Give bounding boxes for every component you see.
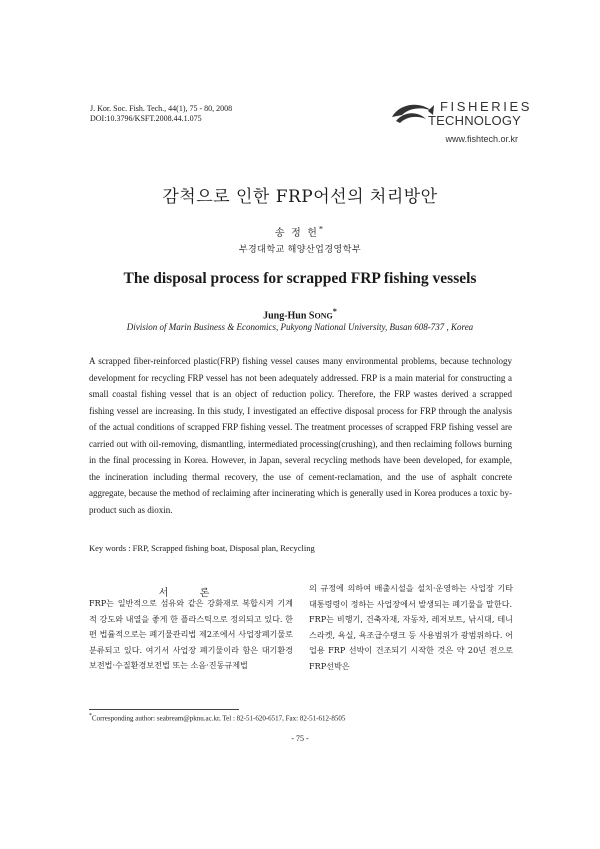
footnote-mark: *: [89, 713, 92, 719]
body-right-column: [309, 581, 513, 674]
journal-url[interactable]: www.fishtech.or.kr: [445, 134, 518, 144]
abstract: A scrapped fiber-reinforced plastic(FRP) fishing vessel causes many environmental problems, because technology development for recycling FRP vessel has not been adequately addressed. FRP is a main material for constructing a small coastal fishing vessel that is an object of reduction policy. Therefore, the FRP wastes derived a scrapped fishing vessel are increasing. In this study, I investigated an effective disposal process for FRP through the analysis of the actual conditions of scrapped FRP fishing vessel. The treatment processes of scrapped FRP fishing vessel are carried out with oil-removing, dismantling, intermediated processing(crushing), and then reclaiming follows burning in the final processing in Korea. However, in Japan, several recycling methods have been developed, for example, the incineration including thermal recovery, the use of cement-reclamation, and the use of asphalt concrete aggregate, because the method of reclaiming after incinerating which is generally used in Korea produces a toxic by-product such as dioxin.: [89, 356, 512, 515]
page-number: - 75 -: [291, 734, 309, 743]
english-author-name: Jung-Hun S: [263, 310, 315, 322]
footnote: [89, 712, 345, 723]
english-title: The disposal process for scrapped FRP fishing vessels: [123, 270, 477, 287]
korean-affiliation: 부경대학교 해양산업경영학부: [238, 244, 362, 254]
korean-author: [0, 224, 600, 239]
logo-text-fisheries: FISHERIES: [440, 99, 533, 114]
journal-citation: [90, 104, 232, 124]
citation-line-2: DOI:10.3796/KSFT.2008.44.1.075: [90, 114, 202, 123]
english-author-smallcaps: ONG: [314, 311, 333, 321]
citation-line-1: J. Kor. Soc. Fish. Tech., 44(1), 75 - 80, 2008: [90, 104, 233, 113]
left-column-text: FRP는 일반적으로 섬유와 같은 강화재로 복합시켜 기계적 강도와 내열을 좋게 한 플라스틱으로 정의되고 있다. 한편 법률적으로는 폐기물관리법 제2조에서 사업장폐기물로 분류되고 있다. 여기서 사업장 폐기물이라 함은 대기환경보전법·수질환경보전법 또는 소음·진동규제법: [89, 598, 293, 670]
body-left-column: [89, 596, 293, 674]
footnote-divider: [89, 709, 239, 710]
korean-author-mark: *: [318, 224, 326, 234]
keywords: Key words : FRP, Scrapped fishing boat, Disposal plan, Recycling: [89, 543, 315, 553]
right-column-paragraph-1: 의 규정에 의하여 배출시설을 설치·운영하는 사업장 기타 대통령령이 정하는 사업장에서 발생되는 폐기물을 말한다.: [309, 583, 513, 609]
footnote-text: Corresponding author: seabream@pknu.ac.kr, Tel : 82-51-620-6517, Fax: 82-51-612-8505: [91, 714, 346, 723]
section-heading-introduction: 서 론: [158, 588, 224, 599]
korean-title: 감척으로 인한 FRP어선의 처리방안: [162, 187, 438, 207]
logo-text-technology: TECHNOLOGY: [428, 113, 522, 128]
english-author: [0, 307, 600, 321]
right-column-paragraph-2: FRP는 비행기, 건축자재, 자동차, 레저보트, 낚시대, 테니스라켓, 욕실, 욕조급수탱크 등 사용범위가 광범위하다. 어업용 FRP 선박이 건조되기 시작한 것은 약 20년 전으로 FRP선박은: [309, 614, 513, 671]
english-author-mark: *: [332, 307, 337, 316]
english-affiliation: Division of Marin Business & Economics, Pukyong National University, Busan 608-737 , Korea: [126, 322, 474, 332]
korean-author-name: 송 정 헌: [274, 228, 319, 239]
